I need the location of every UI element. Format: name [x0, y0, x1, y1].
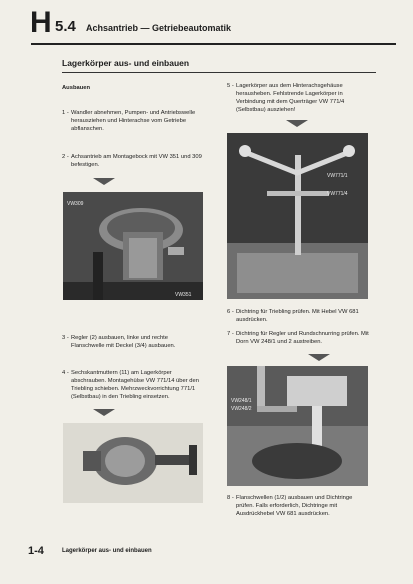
photo-label: VW771/1	[327, 173, 348, 179]
arrow-down-icon	[308, 354, 330, 361]
step-number: 5 -	[227, 83, 234, 89]
photo-label: VW248/1	[231, 398, 252, 404]
photo-mounting-stand	[63, 192, 203, 300]
step-text: Lagerkörper aus dem Hinterachsgehäuse herausheben. Fehlstrende Lagerkörper in Verbindung mit dem Querträger VW 771/4 (Selbstbau) ausziehen!	[236, 83, 345, 113]
step-number: 2 -	[62, 154, 69, 160]
step-text: Sechskantmuttern (11) am Lagerkörper abschrauben. Montagehülse VW 771/14 über den Triebling schieben. Mehrzweckvorrichtung 771/1 (Selbstbau) in den Triebling einsetzen.	[71, 370, 199, 400]
step-text: Dichtring für Triebling prüfen. Mit Hebel VW 681 ausdrücken.	[236, 309, 359, 323]
arrow-down-icon	[286, 120, 308, 127]
step-number: 7 -	[227, 331, 234, 337]
step-number: 6 -	[227, 309, 234, 315]
step-number: 1 -	[62, 110, 69, 116]
step-text: Regler (2) ausbauen, linke und rechte Flanschwelle mit Deckel (3/4) ausbauen.	[71, 335, 176, 349]
photo-assembly-tool	[63, 423, 203, 503]
photo-illustration	[63, 423, 203, 503]
step-7	[227, 330, 369, 346]
step-5	[227, 82, 369, 114]
step-text: Wandler abnehmen, Pumpen- und Antriebswelle herausziehen und Hinterachse vom Getriebe abflanschen.	[71, 110, 196, 132]
header-number: 5.4	[55, 18, 76, 35]
step-2	[62, 153, 202, 169]
arrow-down-icon	[93, 178, 115, 185]
step-number: 3 -	[62, 335, 69, 341]
photo-label: VW309	[67, 201, 84, 207]
photo-label: VW351	[175, 292, 192, 298]
step-8	[227, 494, 369, 518]
header-letter: H	[30, 6, 52, 39]
subheading: Ausbauen	[62, 85, 91, 91]
step-text: Flanschwellen (1/2) ausbauen und Dichtringe prüfen. Falls erforderlich, Dichtringe mit Ausdrückhebel VW 681 ausdrücken.	[236, 495, 353, 517]
step-number: 8 -	[227, 495, 234, 501]
step-number: 4 -	[62, 370, 69, 376]
arrow-down-icon	[93, 409, 115, 416]
photo-illustration	[227, 133, 368, 299]
header-rule	[31, 43, 396, 45]
section-title: Lagerkörper aus- und einbauen	[62, 58, 190, 68]
step-text: Achsantrieb am Montagebock mit VW 351 und 309 befestigen.	[71, 154, 202, 168]
step-text: Dichtring für Regler und Rundschnurring prüfen. Mit Dorn VW 248/1 und 2 austreiben.	[236, 331, 369, 345]
photo-seal-drift	[227, 366, 368, 486]
photo-bearing-puller	[227, 133, 368, 299]
photo-label: VW248/2	[231, 406, 252, 412]
photo-illustration	[63, 192, 203, 300]
step-1	[62, 109, 202, 133]
step-3	[62, 334, 202, 350]
photo-label: VW771/4	[327, 191, 348, 197]
footer-page-number: 1-4	[28, 545, 44, 557]
step-6	[227, 308, 369, 324]
section-rule	[62, 72, 376, 73]
header-title: Achsantrieb — Getriebeautomatik	[86, 23, 232, 33]
photo-illustration	[227, 366, 368, 486]
footer-title: Lagerkörper aus- und einbauen	[62, 548, 152, 554]
step-4	[62, 369, 202, 401]
